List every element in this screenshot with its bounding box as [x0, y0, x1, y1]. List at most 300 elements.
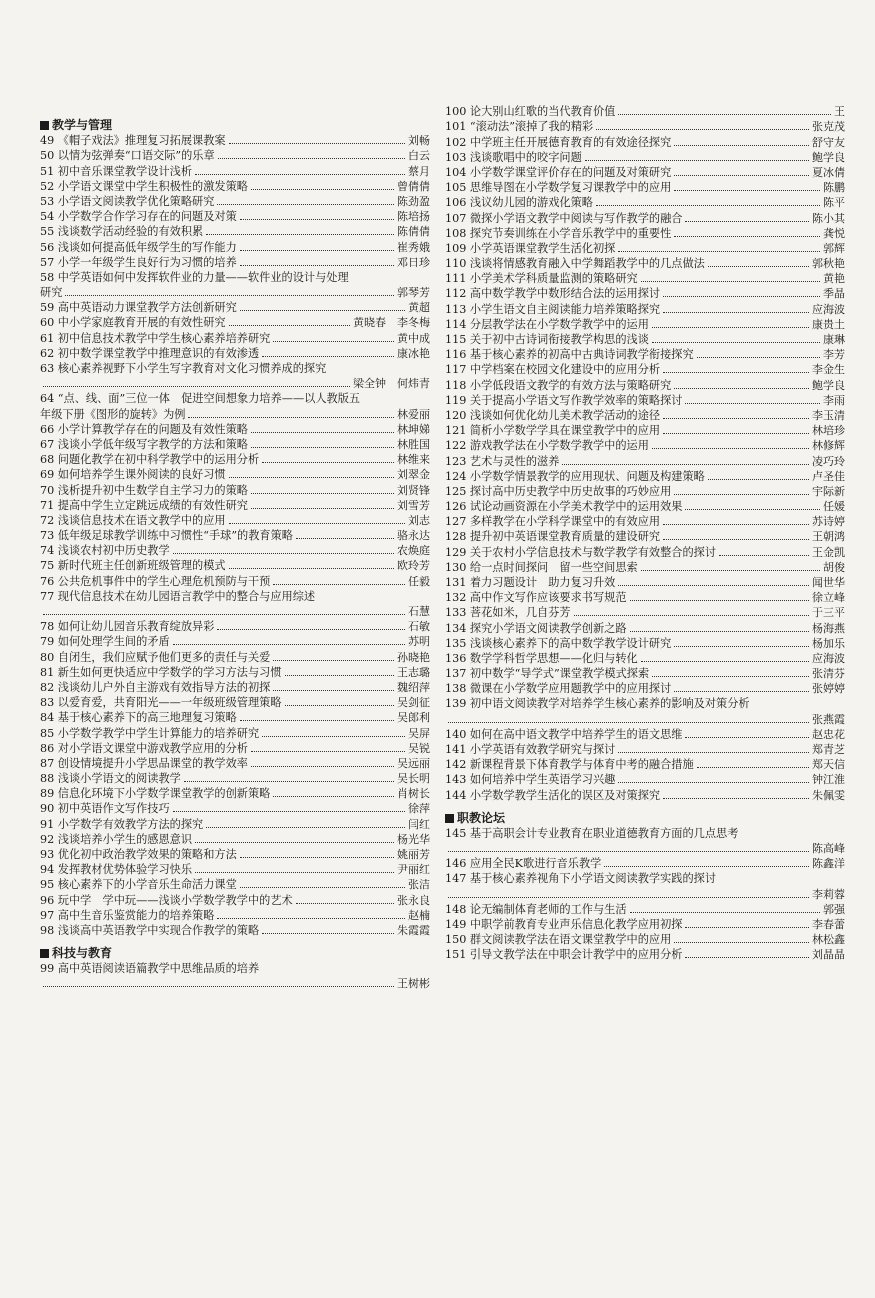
- toc-entry[interactable]: [445, 575, 845, 590]
- entry-title: 148 论无编制体育老师的工作与生活: [445, 902, 627, 916]
- toc-entry[interactable]: [40, 665, 430, 680]
- entry-title: 57 小学一年级学生良好行为习惯的培养: [40, 255, 237, 269]
- entry-line: [445, 301, 845, 316]
- entry-author: 陈鑫洋: [812, 857, 845, 871]
- entry-line: [40, 194, 430, 209]
- toc-entry[interactable]: [40, 649, 430, 664]
- entry-title: 131 着力习题设计 助力复习升效: [445, 576, 616, 589]
- toc-entry[interactable]: [40, 801, 430, 816]
- entry-author: 任毅: [408, 574, 430, 588]
- leader-dots: [674, 190, 820, 191]
- entry-title: 84 基于核心素养下的高三地理复习策略: [40, 711, 237, 725]
- entry-title: 142 新课程背景下体育教学与体育中考的融合措施: [445, 758, 694, 772]
- leader-dots: [251, 189, 394, 190]
- entry-title: 111 小学美术学科质量监测的策略研究: [445, 272, 638, 286]
- entry-line: [445, 347, 845, 362]
- toc-entry[interactable]: [445, 742, 845, 757]
- leader-dots: [448, 722, 809, 723]
- entry-title: 87 创设情境提升小学思品课堂的教学效率: [40, 756, 248, 770]
- leader-dots: [674, 175, 809, 176]
- toc-entry[interactable]: [445, 529, 845, 544]
- leader-dots: [195, 174, 405, 175]
- entry-author: 王志璐: [397, 665, 430, 679]
- leader-dots: [217, 918, 405, 919]
- entry-line: [445, 787, 845, 802]
- toc-entry[interactable]: [40, 133, 430, 148]
- entry-author: 吴屏: [408, 726, 430, 740]
- entry-author: 杨光华: [397, 832, 430, 846]
- entry-title: 85 小学数学教学中学生计算能力的培养研究: [40, 726, 260, 740]
- toc-entry[interactable]: [40, 771, 430, 786]
- entry-author: 林坤娣: [397, 422, 430, 436]
- toc-entry[interactable]: [445, 484, 845, 499]
- toc-entry[interactable]: [445, 347, 845, 362]
- entry-author: 吴锐: [408, 741, 430, 755]
- leader-dots: [630, 631, 809, 632]
- entry-title: 69 如何培养学生课外阅读的良好习惯: [40, 468, 226, 482]
- leader-dots: [173, 644, 405, 645]
- toc-entry[interactable]: [40, 816, 430, 831]
- entry-title: 141 小学英语有效教学研究与探讨: [445, 743, 616, 757]
- entry-author: 张燕霞: [812, 712, 845, 726]
- entry-title: 146 应用全民K歌进行音乐教学: [445, 857, 602, 871]
- toc-entry[interactable]: [445, 119, 845, 134]
- entry-author: 夏冰倩: [812, 165, 845, 179]
- entry-title: 129 关于农村小学信息技术与数学教学有效整合的探讨: [445, 545, 717, 559]
- entry-line: [40, 300, 430, 315]
- leader-dots: [641, 661, 809, 662]
- leader-dots: [229, 325, 350, 326]
- entry-author: 林松鑫: [812, 933, 845, 947]
- entry-line: [445, 590, 845, 605]
- toc-entry[interactable]: [40, 270, 430, 300]
- entry-author: 康贵土: [812, 317, 845, 331]
- toc-entry[interactable]: [445, 514, 845, 529]
- entry-line: [40, 255, 430, 270]
- entry-author: 张永良: [397, 893, 430, 907]
- entry-title: 98 浅谈高中英语教学中实现合作教学的策略: [40, 923, 260, 937]
- leader-dots: [240, 857, 394, 858]
- leader-dots: [562, 464, 809, 465]
- toc-entry[interactable]: [445, 134, 845, 149]
- leader-dots: [240, 219, 394, 220]
- entry-author: 王树彬: [397, 977, 430, 991]
- entry-first-line: 58 中学英语如何中发挥软件业的力量——软件业的设计与处理: [40, 270, 349, 284]
- leader-dots: [240, 720, 394, 721]
- entry-line: [40, 543, 430, 558]
- toc-entry[interactable]: [40, 209, 430, 224]
- entry-line: [445, 484, 845, 499]
- toc-entry[interactable]: [40, 543, 430, 558]
- section-marker-icon: [40, 949, 49, 958]
- entry-line: [40, 224, 430, 239]
- toc-entry[interactable]: [445, 377, 845, 392]
- entry-author: 苏明: [408, 635, 430, 649]
- entry-author: 林培珍: [812, 424, 845, 438]
- entry-author: 王朝鸿: [812, 530, 845, 544]
- entry-author: 陈高峰: [812, 842, 845, 855]
- toc-entry[interactable]: [445, 544, 845, 559]
- toc-entry[interactable]: [445, 947, 845, 962]
- toc-entry[interactable]: [445, 408, 845, 423]
- entry-line: [445, 841, 845, 856]
- toc-entry[interactable]: [40, 725, 430, 740]
- leader-dots: [229, 477, 394, 478]
- entry-line: [445, 932, 845, 947]
- leader-dots: [618, 782, 809, 783]
- toc-entry[interactable]: [40, 437, 430, 452]
- leader-dots: [618, 114, 831, 115]
- toc-entry[interactable]: [40, 847, 430, 862]
- leader-dots: [251, 766, 394, 767]
- toc-entry[interactable]: [40, 741, 430, 756]
- toc-entry[interactable]: [445, 301, 845, 316]
- leader-dots: [285, 705, 394, 706]
- leader-dots: [43, 614, 405, 615]
- toc-entry[interactable]: [40, 961, 430, 991]
- toc-entry[interactable]: [445, 826, 845, 856]
- toc-entry[interactable]: [40, 619, 430, 634]
- leader-dots: [674, 691, 809, 692]
- entry-line: [445, 529, 845, 544]
- toc-entry[interactable]: [445, 681, 845, 696]
- entry-author: 石慧: [408, 605, 430, 618]
- entry-line: [445, 317, 845, 332]
- entry-line: [445, 757, 845, 772]
- toc-entry[interactable]: [445, 256, 845, 271]
- entry-author: 刘雪芳: [397, 498, 430, 512]
- toc-entry[interactable]: [40, 315, 430, 330]
- entry-line: [445, 772, 845, 787]
- entry-title: 86 对小学语文课堂中游戏教学应用的分析: [40, 741, 248, 755]
- leader-dots: [674, 942, 809, 943]
- toc-entry[interactable]: [445, 438, 845, 453]
- entry-author: 吴郎利: [397, 711, 430, 725]
- leader-dots: [630, 600, 809, 601]
- leader-dots: [188, 417, 394, 418]
- entry-line: [40, 346, 430, 361]
- toc-entry[interactable]: [445, 453, 845, 468]
- toc-entry[interactable]: [40, 695, 430, 710]
- entry-title: 136 数学学科哲学思想——化归与转化: [445, 651, 638, 665]
- entry-line: [445, 195, 845, 210]
- entry-line: [40, 513, 430, 528]
- entry-line: [445, 469, 845, 484]
- leader-dots: [674, 236, 820, 237]
- entry-line: [445, 332, 845, 347]
- entry-author: 闻世华: [812, 576, 845, 589]
- leader-dots: [630, 912, 820, 913]
- entry-title: 93 优化初中政治教学效果的策略和方法: [40, 848, 237, 861]
- toc-entry[interactable]: [445, 104, 845, 119]
- entry-line: [445, 917, 845, 932]
- entry-first-line: 145 基于高职会计专业教育在职业道德教育方面的几点思考: [445, 826, 739, 840]
- entry-line: [40, 315, 430, 330]
- entry-line: [445, 256, 845, 271]
- entry-line: [445, 104, 845, 119]
- toc-entry[interactable]: [445, 362, 845, 377]
- entry-author: 任媛: [823, 500, 845, 514]
- toc-entry[interactable]: [445, 757, 845, 772]
- toc-entry[interactable]: [40, 482, 430, 497]
- leader-dots: [273, 690, 394, 691]
- toc-entry[interactable]: [40, 528, 430, 543]
- entry-line: [40, 528, 430, 543]
- leader-dots: [206, 827, 405, 828]
- entry-title: 100 论大别山红歌的当代教育价值: [445, 105, 616, 119]
- toc-entry[interactable]: [445, 423, 845, 438]
- leader-dots: [229, 143, 405, 144]
- entry-line: [40, 847, 430, 862]
- entry-title: 140 如何在高中语文教学中培养学生的语文思维: [445, 727, 683, 741]
- toc-entry[interactable]: [445, 165, 845, 180]
- entry-title: 53 小学语文阅读教学优化策略研究: [40, 194, 215, 208]
- leader-dots: [229, 523, 405, 524]
- entry-author: 苏诗婷: [812, 515, 845, 529]
- entry-author: 徐立峰: [812, 591, 845, 605]
- toc-entry[interactable]: [445, 787, 845, 802]
- leader-dots: [674, 145, 809, 146]
- leader-dots: [218, 158, 405, 159]
- entry-line: [40, 816, 430, 831]
- entry-title: 50 以情为弦弹奏“口语交际”的乐章: [40, 149, 215, 163]
- entry-title: 102 中学班主任开展德育教育的有效途径探究: [445, 135, 672, 149]
- entry-title: 134 探究小学语文阅读教学创新之路: [445, 621, 627, 635]
- toc-entry[interactable]: [40, 756, 430, 771]
- toc-entry[interactable]: [445, 195, 845, 210]
- toc-entry[interactable]: [40, 498, 430, 513]
- leader-dots: [448, 897, 809, 898]
- leader-dots: [663, 524, 809, 525]
- toc-entry[interactable]: [40, 908, 430, 923]
- leader-dots: [240, 265, 394, 266]
- entry-first-line: 147 基于核心素养视角下小学语文阅读教学实践的探讨: [445, 872, 717, 886]
- entry-title: 92 浅谈培养小学生的感恩意识: [40, 832, 193, 846]
- toc-entry[interactable]: [40, 892, 430, 907]
- entry-line: [40, 695, 430, 710]
- leader-dots: [251, 432, 394, 433]
- toc-entry[interactable]: [445, 651, 845, 666]
- toc-entry[interactable]: [40, 391, 430, 421]
- entry-title: 120 浅谈如何优化幼儿美术教学活动的途径: [445, 408, 661, 422]
- toc-entry[interactable]: [445, 226, 845, 241]
- toc-entry[interactable]: [445, 590, 845, 605]
- entry-author: 赵忠花: [812, 727, 845, 741]
- entry-line: [445, 605, 845, 620]
- toc-entry[interactable]: [40, 163, 430, 178]
- toc-entry[interactable]: [445, 150, 845, 165]
- toc-entry[interactable]: [445, 856, 845, 871]
- entry-author: 郭琴芳: [397, 286, 430, 300]
- toc-entry[interactable]: [40, 710, 430, 725]
- entry-line: [445, 286, 845, 301]
- toc-entry[interactable]: [40, 330, 430, 345]
- toc-entry[interactable]: [40, 832, 430, 847]
- leader-dots: [674, 646, 809, 647]
- entry-title: 68 问题化教学在初中科学教学中的运用分析: [40, 453, 260, 467]
- entry-author: 应海波: [812, 302, 845, 316]
- toc-entry[interactable]: [445, 210, 845, 225]
- toc-entry[interactable]: [445, 332, 845, 347]
- toc-entry[interactable]: [40, 862, 430, 877]
- entry-title: 106 浅议幼儿园的游戏化策略: [445, 196, 593, 210]
- toc-entry[interactable]: [445, 696, 845, 726]
- entry-title: 83 以爱育爱，共育阳光——一年级班级管理策略: [40, 696, 282, 710]
- toc-entry[interactable]: [40, 346, 430, 361]
- toc-entry[interactable]: [40, 923, 430, 938]
- entry-author: 魏绍萍: [397, 680, 430, 694]
- toc-entry[interactable]: [40, 179, 430, 194]
- entry-title: 107 微探小学语文教学中阅读与写作教学的融合: [445, 211, 683, 225]
- entry-line: [40, 422, 430, 437]
- entry-line: [445, 544, 845, 559]
- toc-entry[interactable]: [445, 932, 845, 947]
- section-title: 职教论坛: [457, 810, 506, 825]
- entry-title: 110 浅谈将情感教育融入中学舞蹈教学中的几点做法: [445, 257, 705, 271]
- toc-entry[interactable]: [445, 666, 845, 681]
- entry-author: 骆永达: [397, 529, 430, 543]
- leader-dots: [685, 221, 809, 222]
- leader-dots: [652, 342, 820, 343]
- toc-entry[interactable]: [445, 241, 845, 256]
- leader-dots: [663, 312, 809, 313]
- leader-dots: [240, 250, 394, 251]
- entry-title: 117 中学档案在校园文化建设中的应用分析: [445, 363, 661, 377]
- toc-entry[interactable]: [40, 422, 430, 437]
- leader-dots: [217, 204, 394, 205]
- toc-entry[interactable]: [445, 286, 845, 301]
- leader-dots: [641, 281, 820, 282]
- leader-dots: [604, 866, 809, 867]
- entry-author: 李玉清: [812, 408, 845, 422]
- entry-author: 邓日珍: [397, 255, 430, 269]
- entry-author: 郑青芝: [812, 743, 845, 757]
- entry-line: [40, 406, 430, 421]
- entry-line: [40, 604, 430, 619]
- entry-author: 王金凯: [812, 545, 845, 559]
- entry-first-line: 64 “点、线、面”三位一体 促进空间想象力培养——以人教版五: [40, 392, 361, 406]
- entry-line: [40, 741, 430, 756]
- leader-dots: [674, 494, 809, 495]
- toc-entry[interactable]: [445, 902, 845, 917]
- leader-dots: [719, 555, 809, 556]
- entry-line: [40, 771, 430, 786]
- toc-entry[interactable]: [445, 917, 845, 932]
- entry-author: 应海波: [812, 651, 845, 665]
- toc-entry[interactable]: [445, 727, 845, 742]
- toc-entry[interactable]: [445, 620, 845, 635]
- toc-entry[interactable]: [40, 194, 430, 209]
- entry-author: 郑天信: [812, 758, 845, 772]
- entry-author: 林爱丽: [397, 407, 430, 421]
- toc-entry[interactable]: [40, 877, 430, 892]
- leader-dots: [206, 234, 394, 235]
- leader-dots: [240, 887, 405, 888]
- entry-title: 96 玩中学 学中玩——浅谈小学数学教学中的艺术: [40, 893, 293, 907]
- entry-title: 80 自闭生，我们应赋予他们更多的责任与关爱: [40, 650, 271, 664]
- leader-dots: [262, 462, 394, 463]
- leader-dots: [262, 933, 394, 934]
- toc-entry[interactable]: [445, 393, 845, 408]
- entry-line: [40, 680, 430, 695]
- leader-dots: [663, 418, 809, 419]
- toc-entry[interactable]: [40, 786, 430, 801]
- entry-line: [445, 241, 845, 256]
- toc-entry[interactable]: [40, 148, 430, 163]
- toc-entry[interactable]: [40, 513, 430, 528]
- leader-dots: [273, 341, 394, 342]
- toc-entry[interactable]: [445, 469, 845, 484]
- toc-entry[interactable]: [445, 560, 845, 575]
- toc-entry[interactable]: [40, 361, 430, 391]
- entry-line: [40, 619, 430, 634]
- toc-entry[interactable]: [445, 180, 845, 195]
- entry-title: 90 初中英语作文写作技巧: [40, 802, 170, 816]
- entry-author: 欧玲芳: [397, 559, 430, 573]
- toc-entry[interactable]: [40, 573, 430, 588]
- entry-line: [40, 832, 430, 847]
- entry-line: [445, 226, 845, 241]
- entry-author: 刘贤锋: [397, 483, 430, 497]
- entry-line: [445, 150, 845, 165]
- entry-line: [40, 665, 430, 680]
- entry-title: 91 小学数学有效教学方法的探究: [40, 817, 204, 831]
- entry-title: 113 小学生语文自主阅读能力培养策略探究: [445, 302, 661, 316]
- toc-entry[interactable]: [40, 452, 430, 467]
- toc-entry[interactable]: [445, 317, 845, 332]
- entry-author: 鲍学良: [812, 150, 845, 164]
- entry-title: 119 关于提高小学语文写作教学效率的策略探讨: [445, 393, 683, 407]
- toc-entry[interactable]: [445, 636, 845, 651]
- entry-author: 凌巧玲: [812, 454, 845, 468]
- toc-entry[interactable]: [445, 499, 845, 514]
- entry-author: 黄超: [408, 301, 430, 315]
- entry-author: 李雨: [823, 393, 845, 407]
- entry-author: 胡俊: [823, 560, 845, 574]
- toc-entry[interactable]: [40, 239, 430, 254]
- toc-entry[interactable]: [40, 589, 430, 619]
- entry-author: 王: [834, 105, 845, 119]
- leader-dots: [173, 811, 405, 812]
- toc-entry[interactable]: [40, 300, 430, 315]
- entry-author: 刘志: [408, 513, 430, 527]
- entry-title: 49 《帽子戏法》推理复习拓展课教案: [40, 134, 226, 148]
- toc-entry[interactable]: [445, 871, 845, 901]
- leader-dots: [262, 736, 405, 737]
- toc-entry[interactable]: [40, 558, 430, 573]
- toc-entry[interactable]: [445, 271, 845, 286]
- entry-author: 康冰艳: [397, 346, 430, 360]
- toc-entry[interactable]: [40, 634, 430, 649]
- entry-line: [445, 560, 845, 575]
- toc-entry[interactable]: [445, 772, 845, 787]
- entry-line: [445, 514, 845, 529]
- leader-dots: [685, 403, 820, 404]
- leader-dots: [43, 386, 350, 387]
- entry-author: 郭强: [823, 902, 845, 916]
- toc-entry[interactable]: [40, 224, 430, 239]
- leader-dots: [663, 433, 809, 434]
- toc-entry[interactable]: [40, 467, 430, 482]
- entry-line: [40, 923, 430, 938]
- entry-line: [40, 908, 430, 923]
- toc-entry[interactable]: [40, 255, 430, 270]
- entry-author: 蔡月: [408, 164, 430, 178]
- toc-entry[interactable]: [445, 605, 845, 620]
- entry-title: 127 多样教学在小学科学课堂中的有效应用: [445, 515, 661, 529]
- entry-author: 钟江淮: [812, 773, 845, 787]
- toc-entry[interactable]: [40, 680, 430, 695]
